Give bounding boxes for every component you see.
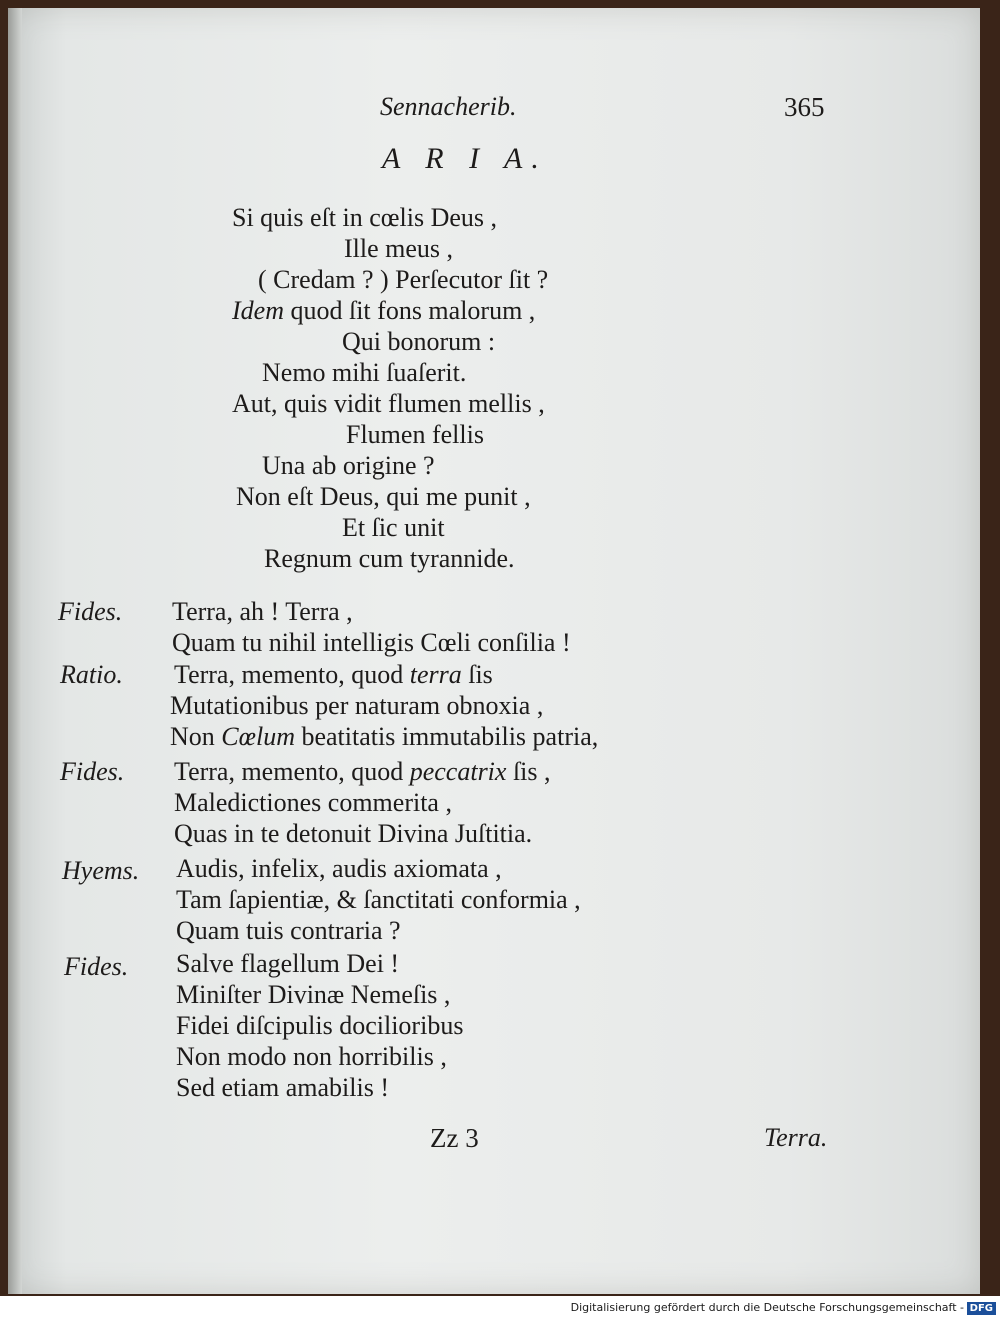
dialogue-text: Non [170,722,215,751]
dialogue-line [174,660,493,690]
dialogue-italic: terra [409,660,462,689]
dialogue-text: beatitatis immutabilis patria, [301,722,599,751]
digitization-credit: Digitalisierung gefördert durch die Deutsche Forschungsgemeinschaft - [570,1301,964,1314]
aria-line: Nemo mihi ſuaſerit. [262,358,467,387]
dialogue-line: Quas in te detonuit Divina Juſtitia. [174,819,533,848]
dialogue-line: Quam tu nihil intelligis Cœli conſilia ! [172,628,571,657]
dialogue-line: Miniſter Divinæ Nemeſis , [176,980,451,1009]
aria-line: Si quis eſt in cœlis Deus , [232,203,498,232]
signature-mark: Zz 3 [430,1123,479,1153]
dialogue-line: Terra, ah ! Terra , [172,597,353,626]
dialogue-text: ſis , [512,757,551,786]
dialogue-line: Tam ſapientiæ, & ſanctitati conformia , [176,885,581,914]
dialogue-line: Audis, infelix, audis axiomata , [176,854,502,883]
dialogue-text: Terra, memento, quod [174,757,404,786]
aria-line: Et ſic unit [342,513,445,542]
dialogue-italic: peccatrix [409,757,507,786]
dialogue-line: Quam tuis contraria ? [176,916,401,945]
aria-line: Non eſt Deus, qui me punit , [236,482,531,511]
speaker-name: Fides. [58,597,123,626]
dialogue-text: Terra, memento, quod [174,660,404,689]
aria-line: ( Credam ? ) Perſecutor ſit ? [258,265,549,294]
dialogue-line: Fidei diſcipulis docilioribus [176,1011,464,1040]
aria-line-text: quod ſit fons malorum , [290,296,536,325]
dfg-logo: DFG [967,1302,996,1315]
aria-line: Una ab origine ? [262,451,435,480]
aria-heading: A R I A. [382,142,548,175]
dialogue-italic: Cœlum [221,722,295,751]
dialogue-line: Non modo non horribilis , [176,1042,447,1071]
aria-line [232,296,535,326]
dialogue-line: Mutationibus per naturam obnoxia , [170,691,544,720]
aria-line: Aut, quis vidit flumen mellis , [232,389,545,418]
book-page [8,8,980,1294]
running-title: Sennacherib. [380,92,517,121]
speaker-name: Fides. [60,757,125,786]
page-number: 365 [784,92,825,122]
page-gutter [8,8,22,1294]
dialogue-text: ſis [468,660,493,689]
aria-line: Qui bonorum : [342,327,496,356]
speaker-name: Ratio. [60,660,123,689]
aria-line: Regnum cum tyrannide. [264,544,515,573]
dialogue-line: Sed etiam amabilis ! [176,1073,390,1102]
dialogue-line: Salve flagellum Dei ! [176,949,400,978]
dialogue-line: Maledictiones commerita , [174,788,452,817]
dialogue-line [170,722,598,752]
aria-line: Flumen fellis [346,420,484,449]
catchword: Terra. [764,1123,828,1152]
speaker-name: Fides. [64,952,129,981]
aria-italic-word: Idem [232,296,284,325]
speaker-name: Hyems. [62,856,140,885]
dialogue-line [174,757,551,787]
aria-line: Ille meus , [344,234,454,263]
